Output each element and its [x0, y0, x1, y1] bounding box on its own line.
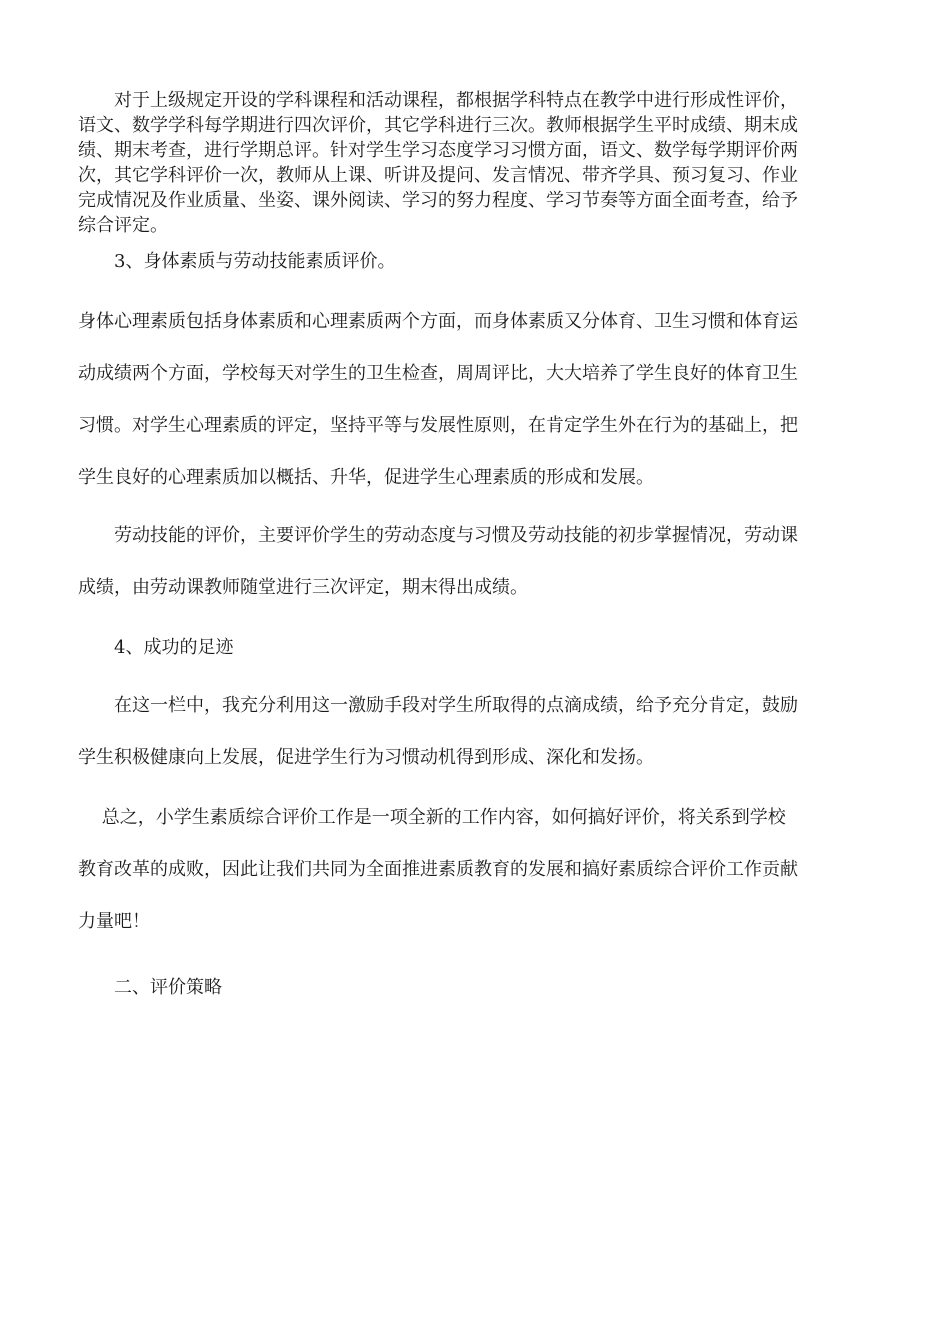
text-line: 动成绩两个方面，学校每天对学生的卫生检查，周周评比，大大培养了学生良好的体育卫生: [78, 363, 798, 384]
text-line: 身体心理素质包括身体素质和心理素质两个方面，而身体素质又分体育、卫生习惯和体育运: [78, 311, 798, 332]
heading-evaluation-strategy: [78, 962, 856, 1014]
section-heading: 二、评价策略: [78, 977, 222, 998]
paragraph-physical-mental-quality: [78, 296, 856, 504]
paragraph-encouragement: [78, 680, 856, 784]
paragraph-labor-skill: [78, 510, 856, 614]
heading-physical-labor-evaluation: [78, 236, 856, 288]
text-line: 力量吧！: [78, 911, 150, 932]
text-line: 成绩，由劳动课教师随堂进行三次评定，期末得出成绩。: [78, 577, 528, 598]
heading-footprints-of-success: [78, 622, 856, 674]
text-line: 综合评定。: [78, 215, 168, 236]
text-line: 对于上级规定开设的学科课程和活动课程，都根据学科特点在教学中进行形成性评价，: [78, 90, 798, 111]
text-line: 学生积极健康向上发展，促进学生行为习惯动机得到形成、深化和发扬。: [78, 747, 654, 768]
text-line: 劳动技能的评价，主要评价学生的劳动态度与习惯及劳动技能的初步掌握情况，劳动课: [78, 525, 798, 546]
text-line: 次，其它学科评价一次，教师从上课、听讲及提问、发言情况、带齐学具、预习复习、作业: [78, 165, 798, 186]
text-line: 习惯。对学生心理素质的评定，坚持平等与发展性原则，在肯定学生外在行为的基础上，把: [78, 415, 798, 436]
text-line: 总之，小学生素质综合评价工作是一项全新的工作内容，如何搞好评价，将关系到学校: [78, 807, 786, 828]
text-line: 绩、期末考查，进行学期总评。针对学生学习态度学习习惯方面，语文、数学每学期评价两: [78, 140, 798, 161]
section-heading: 4、成功的足迹: [78, 637, 234, 658]
paragraph-conclusion: [78, 792, 856, 948]
text-line: 完成情况及作业质量、坐姿、课外阅读、学习的努力程度、学习节奏等方面全面考查，给予: [78, 190, 798, 211]
text-line: 学生良好的心理素质加以概括、升华，促进学生心理素质的形成和发展。: [78, 467, 654, 488]
paragraph-course-evaluation: [78, 88, 856, 238]
text-line: 教育改革的成败，因此让我们共同为全面推进素质教育的发展和搞好素质综合评价工作贡献: [78, 859, 798, 880]
text-line: 在这一栏中，我充分利用这一激励手段对学生所取得的点滴成绩，给予充分肯定，鼓励: [78, 695, 798, 716]
section-heading: 3、身体素质与劳动技能素质评价。: [78, 251, 396, 272]
text-line: 语文、数学学科每学期进行四次评价，其它学科进行三次。教师根据学生平时成绩、期末成: [78, 115, 798, 136]
